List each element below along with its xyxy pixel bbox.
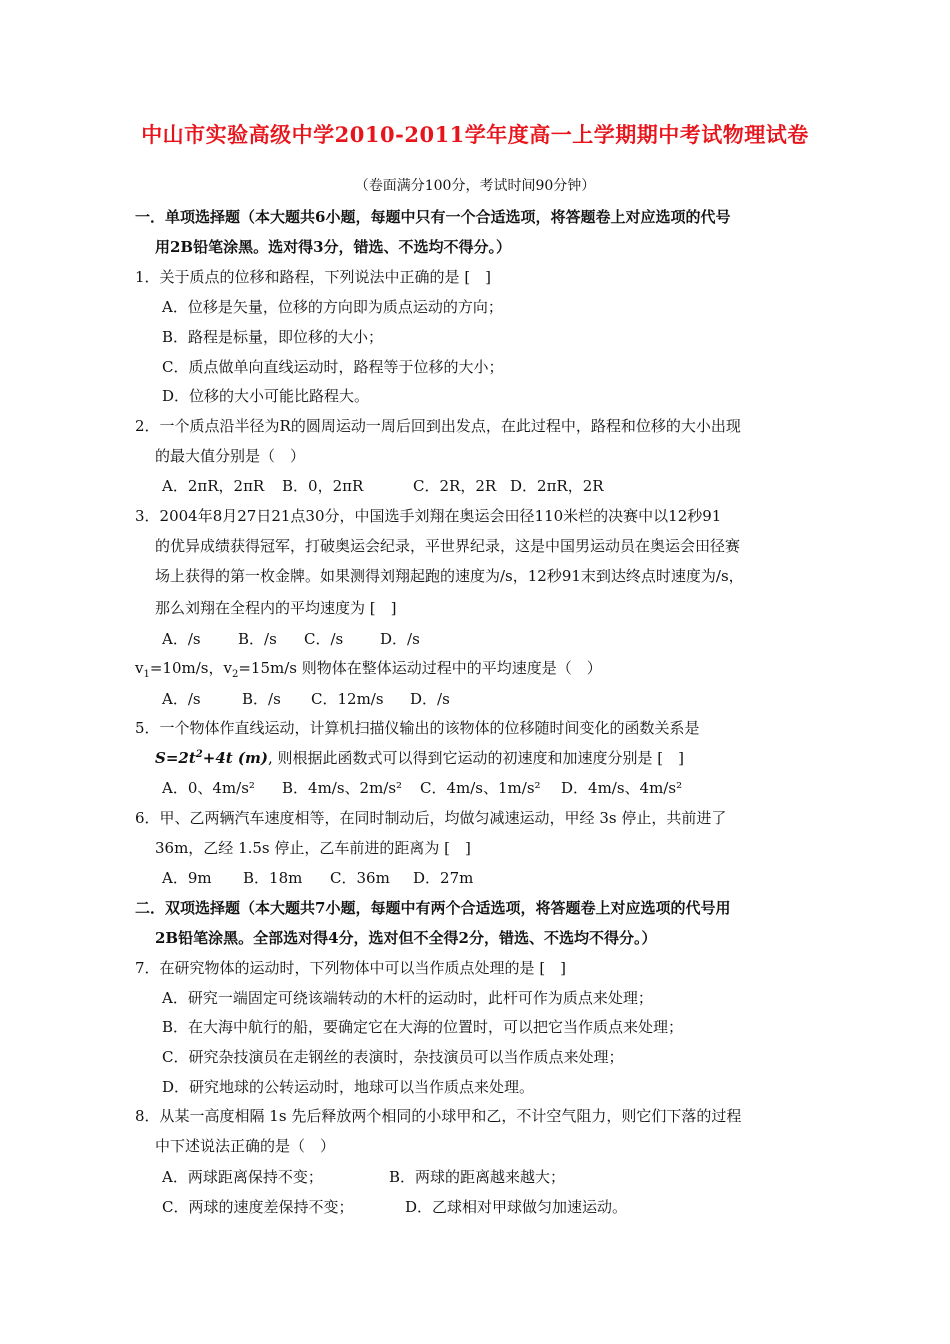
q3-stem-line3: 场上获得的第一枚金牌。如果测得刘翔起跑的速度为/s，12秒91末到达终点时速度为/s， [155, 567, 744, 585]
page-subtitle: （卷面满分100分，考试时间90分钟） [354, 178, 596, 194]
q7-option-d: D．研究地球的公转运动时，地球可以当作质点来处理。 [162, 1078, 535, 1096]
q2-stem-line1: 2．一个质点沿半径为R的圆周运动一周后回到出发点，在此过程中，路程和位移的大小出现 [135, 417, 741, 435]
q8-option-d: D．乙球相对甲球做匀加速运动。 [405, 1198, 628, 1216]
q2-stem-line2: 的最大值分别是（ ） [155, 447, 306, 465]
q2-option-d: D．2πR，2R [510, 477, 604, 495]
q5-formula: $S=2t^2+4t$ (m) [155, 749, 268, 767]
page-title: 中山市实验高级中学2010-2011学年度高一上学期期中考试物理试卷 [141, 122, 809, 147]
q1-option-c: C．质点做单向直线运动时，路程等于位移的大小； [162, 358, 504, 376]
q7-option-a: A．研究一端固定可绕该端转动的木杆的运动时，此杆可作为质点来处理； [162, 989, 653, 1007]
q5-stem-line2: $S=2t^2+4t$ (m), 则根据此函数式可以得到它运动的初速度和加速度分别是 [ ] [155, 749, 684, 767]
q3-stem-line2: 的优异成绩获得冠军，打破奥运会纪录，平世界纪录，这是中国男运动员在奥运会田径赛 [155, 537, 741, 555]
q2-option-b: B．0，2πR [282, 477, 364, 495]
q2-option-a: A．2πR，2πR [162, 477, 265, 495]
q7-option-b: B．在大海中航行的船，要确定它在大海的位置时，可以把它当作质点来处理； [162, 1018, 684, 1036]
q1-option-d: D．位移的大小可能比路程大。 [162, 387, 370, 405]
q3-option-a: A．/s [162, 630, 201, 648]
q8-option-c: C．两球的速度差保持不变； [162, 1198, 354, 1216]
q3-option-d: D．/s [380, 630, 420, 648]
q5-option-c: C．4m/s、1m/s² [420, 779, 541, 797]
q8-option-a: A．两球距离保持不变； [162, 1168, 323, 1186]
q5-option-d: D．4m/s、4m/s² [561, 779, 683, 797]
q3-option-c: C．/s [304, 630, 344, 648]
q8-stem-line2: 中下述说法正确的是（ ） [155, 1137, 336, 1155]
q6-option-d: D．27m [413, 869, 474, 887]
q4-option-b: B．/s [242, 690, 281, 708]
section2-heading-line2: 2B铅笔涂黑。全部选对得4分，选对但不全得2分，错选、不选均不得分。） [155, 929, 657, 947]
q5-option-a: A．0、4m/s² [162, 779, 255, 797]
q4-option-d: D．/s [410, 690, 450, 708]
q3-stem-line4: 那么刘翔在全程内的平均速度为 [ ] [155, 599, 397, 617]
q4-stem: $v_1=10m/s$，$v_2=15m/s$ 则物体在整体运动过程中的平均速度是（ ） [135, 659, 602, 680]
q4-option-c: C．12m/s [311, 690, 384, 708]
q5-option-b: B．4m/s、2m/s² [282, 779, 403, 797]
q6-option-b: B．18m [243, 869, 303, 887]
q4-option-a: A．/s [162, 690, 201, 708]
q6-option-a: A．9m [162, 869, 212, 887]
q6-stem-line1: 6．甲、乙两辆汽车速度相等，在同时制动后，均做匀减速运动，甲经 3s 停止，共前进了 [135, 809, 727, 827]
q1-option-a: A．位移是矢量，位移的方向即为质点运动的方向； [162, 298, 503, 316]
q3-stem-line1: 3．2004年8月27日21点30分，中国选手刘翔在奥运会田径110米栏的决赛中以12秒91 [135, 507, 722, 525]
q1-stem: 1．关于质点的位移和路程，下列说法中正确的是 [ ] [135, 268, 492, 286]
q8-stem-line1: 8．从某一高度相隔 1s 先后释放两个相同的小球甲和乙，不计空气阻力，则它们下落的过程 [135, 1107, 742, 1125]
q6-stem-line2: 36m，乙经 1.5s 停止，乙车前进的距离为 [ ] [155, 839, 471, 857]
q3-option-b: B．/s [238, 630, 277, 648]
section1-heading-line2: 用2B铅笔涂黑。选对得3分，错选、不选均不得分。） [155, 238, 512, 256]
section1-heading-line1: 一．单项选择题（本大题共6小题，每题中只有一个合适选项，将答题卷上对应选项的代号 [135, 208, 731, 226]
q8-option-b: B．两球的距离越来越大； [389, 1168, 566, 1186]
section2-heading-line1: 二．双项选择题（本大题共7小题，每题中有两个合适选项，将答题卷上对应选项的代号用 [135, 899, 731, 917]
q1-option-b: B．路程是标量，即位移的大小； [162, 328, 384, 346]
q7-stem: 7．在研究物体的运动时，下列物体中可以当作质点处理的是 [ ] [135, 959, 567, 977]
q7-option-c: C．研究杂技演员在走钢丝的表演时，杂技演员可以当作质点来处理； [162, 1048, 624, 1066]
q2-option-c: C．2R，2R [413, 477, 497, 495]
q6-option-c: C．36m [330, 869, 390, 887]
q5-stem-line1: 5．一个物体作直线运动，计算机扫描仪输出的该物体的位移随时间变化的函数关系是 [135, 719, 700, 737]
